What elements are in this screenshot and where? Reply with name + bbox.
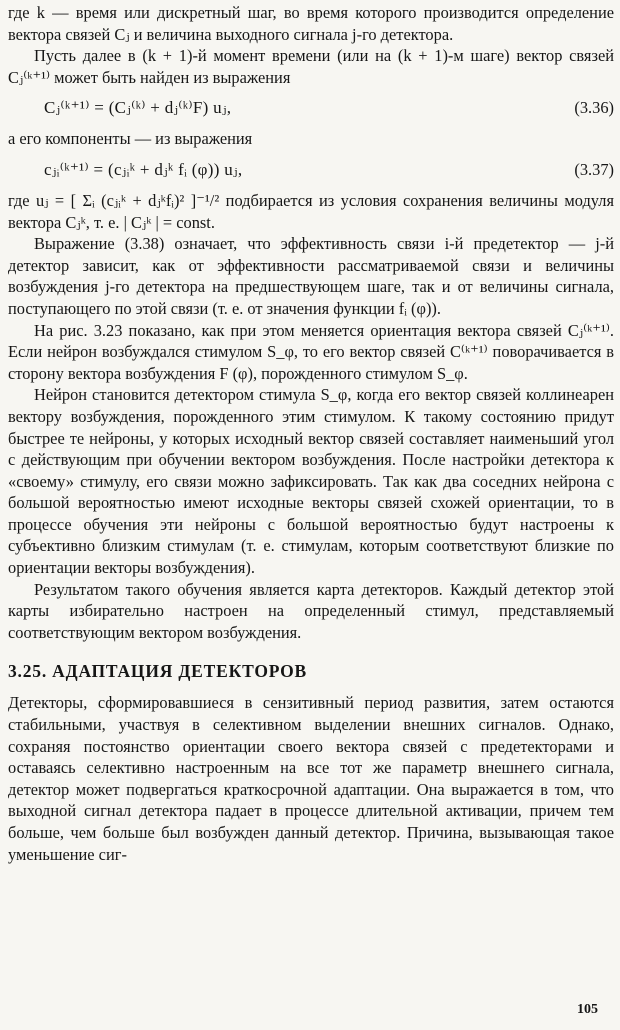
paragraph-adaptation: Детекторы, сформировавшиеся в сензитивный период развития, затем остаются стабильными, участвуя в селективном выделении внешних сигналов. Однако, сохраняя постоянство ориентации своего вектора связей с предетекторами и оставаясь селективно настроенным на все тот же параметр внешнего сигнала, детектор может подвергаться краткосрочной адаптации. Она выражается в том, что выходной сигнал детектора падает в процессе длительной активации, причем тем больше, чем больше был возбужден данный детектор. Причина, вызывающая такое уменьшение сиг- xyxy=(8,693,614,864)
paragraph-intro: где k — время или дискретный шаг, во время которого производится определение вектора связей Cⱼ и величина выходного сигнала j-го детектора. xyxy=(8,3,614,44)
paragraph-figure-reference: На рис. 3.23 показано, как при этом меняется ориентация вектора связей Cⱼ⁽ᵏ⁺¹⁾. Если нейрон возбуждался стимулом S_φ, то его вектор связей C⁽ᵏ⁺¹⁾ поворачивается в сторону вектора возбуждения F (φ), порожденного стимулом S_φ. xyxy=(8,320,614,383)
page-number: 105 xyxy=(577,1002,598,1017)
section-heading: 3.25. АДАПТАЦИЯ ДЕТЕКТОРОВ xyxy=(8,661,308,682)
paragraph-normalization: где uⱼ = [ Σᵢ (cⱼᵢᵏ + dⱼᵏfᵢ)² ]⁻¹/² подбирается из условия сохранения величины модуля вектора Cⱼᵏ, т. е. | Cⱼᵏ | = const. xyxy=(8,190,614,232)
paragraph-components: а его компоненты — из выражения xyxy=(8,129,253,149)
paragraph-expression-meaning: Выражение (3.38) означает, что эффективность связи i-й предетектор — j-й детектор зависит, как от эффективности рассматриваемой связи и величины возбуждения j-го детектора на предшествующем шаге, так и от величины сигнала, поступающего по этой связи (т. е. от значения функции fᵢ (φ)). xyxy=(8,234,614,318)
paragraph-detector-map: Результатом такого обучения является карта детекторов. Каждый детектор этой карты избирательно настроен на определенный стимул, представляемый соответствующим вектором возбуждения. xyxy=(8,579,614,642)
paragraph-detector-formation: Нейрон становится детектором стимула S_φ, когда его вектор связей коллинеарен вектору возбуждения, порожденного этим стимулом. К такому состоянию придут быстрее те нейроны, у которых исходный вектор связей составляет наименьший угол с действующим при обучении вектором возбуждения. После настройки детектора к «своему» стимулу, его связи можно зафиксировать. Так как два соседних нейрона с большой вероятностью имеют исходные векторы связей схожей ориентации, то в процессе обучения эти нейроны с большой вероятностью будут настроены к субъективно близким стимулам (т. е. стимулам, которым соответствуют близкие по ориентации векторы возбуждения). xyxy=(8,385,614,578)
equation-3-37-formula: cⱼᵢ⁽ᵏ⁺¹⁾ = (cⱼᵢᵏ + dⱼᵏ fᵢ (φ)) uⱼ, xyxy=(44,159,243,179)
equation-3-36 xyxy=(8,88,614,128)
paragraph-next-step: Пусть далее в (k + 1)-й момент времени (или на (k + 1)-м шаге) вектор связей Cⱼ⁽ᵏ⁺¹⁾ может быть найден из выражения xyxy=(8,46,614,87)
equation-3-37 xyxy=(8,150,614,190)
equation-3-37-number: (3.37) xyxy=(574,159,614,179)
equation-3-36-formula: Cⱼ⁽ᵏ⁺¹⁾ = (Cⱼ⁽ᵏ⁾ + dⱼ⁽ᵏ⁾F) uⱼ, xyxy=(44,98,232,118)
equation-3-36-number: (3.36) xyxy=(574,98,614,118)
page-content xyxy=(8,2,614,865)
